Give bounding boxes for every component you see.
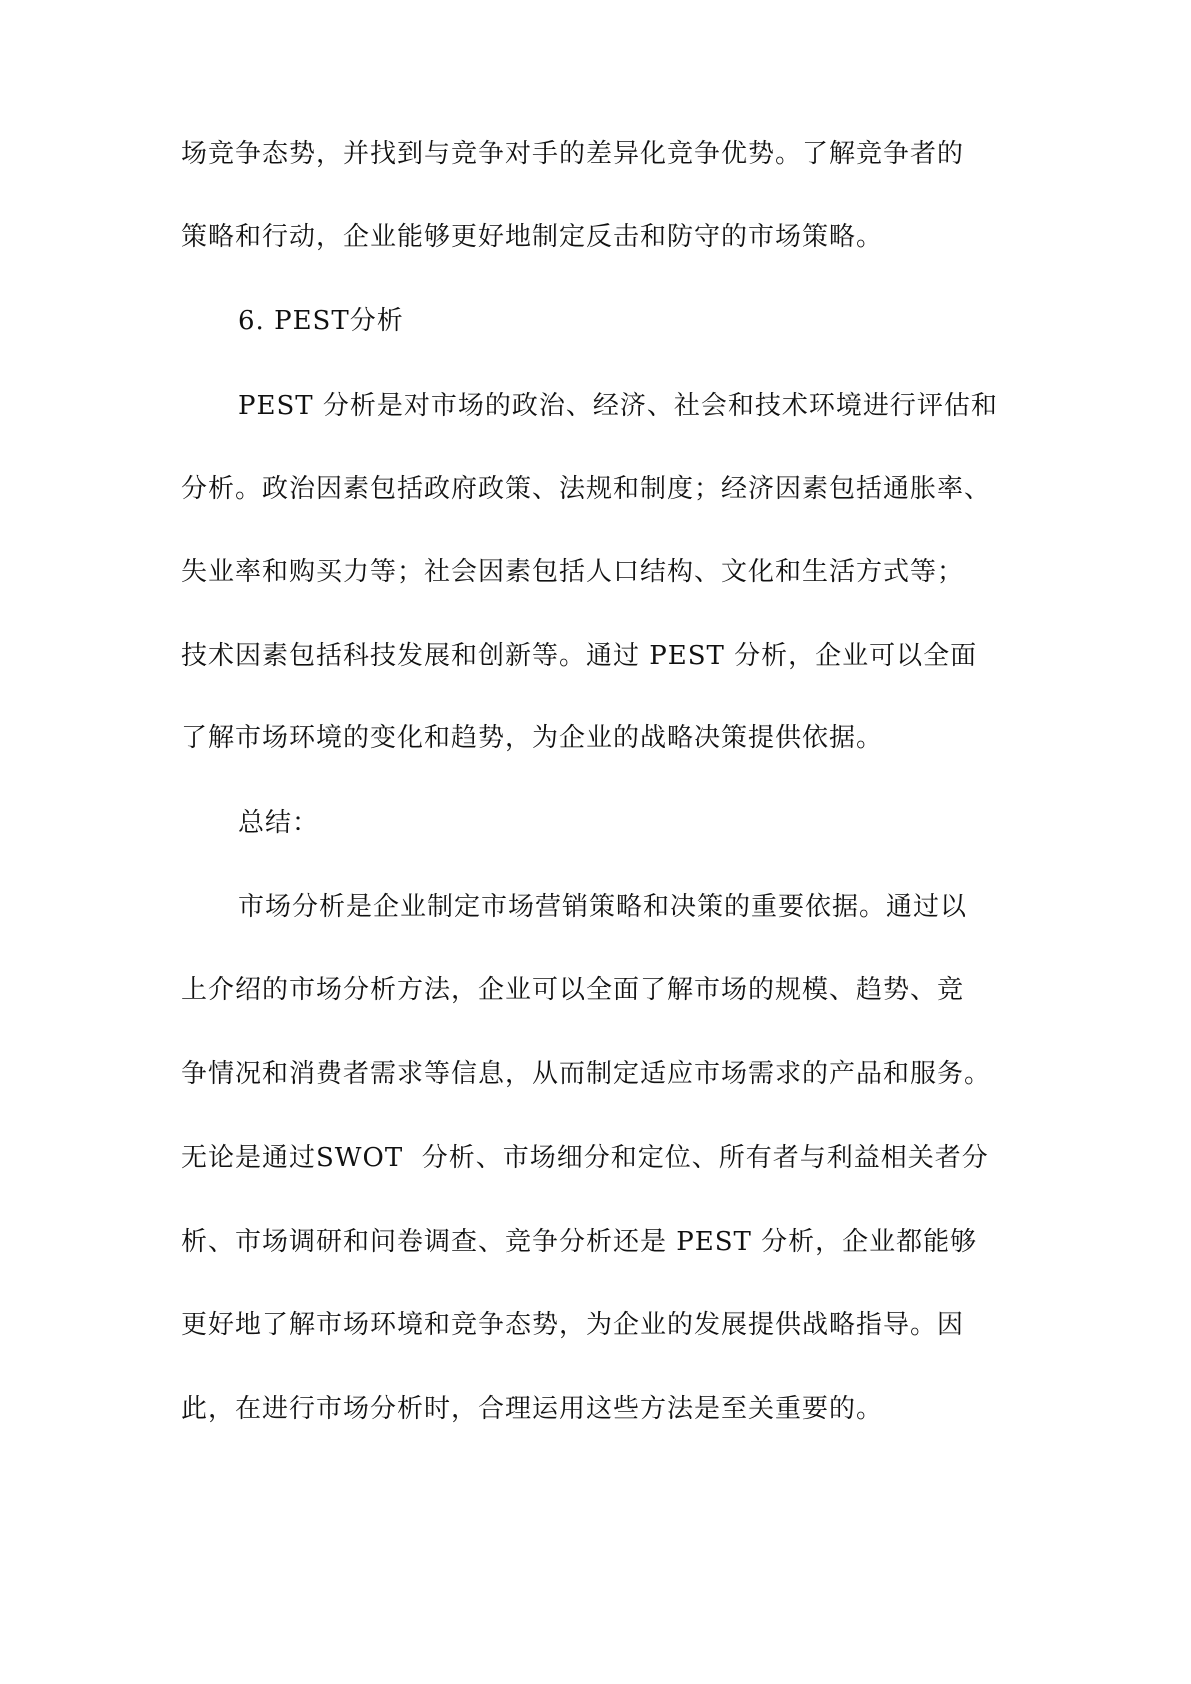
paragraph-line: 市场分析是企业制定市场营销策略和决策的重要依据。通过以	[238, 892, 968, 922]
paragraph-line: 场竞争态势，并找到与竞争对手的差异化竞争优势。了解竞争者的	[181, 139, 965, 169]
paragraph-line: 无论是通过SWOT 分析、市场细分和定位、所有者与利益相关者分	[181, 1143, 989, 1173]
paragraph-line: 技术因素包括科技发展和创新等。通过 PEST 分析，企业可以全面	[181, 641, 978, 671]
paragraph-line: 上介绍的市场分析方法，企业可以全面了解市场的规模、趋势、竞	[181, 975, 965, 1005]
paragraph-line: 争情况和消费者需求等信息，从而制定适应市场需求的产品和服务。	[181, 1059, 992, 1089]
paragraph-line: 此，在进行市场分析时，合理运用这些方法是至关重要的。	[181, 1394, 884, 1424]
paragraph-line: 析、市场调研和问卷调查、竞争分析还是 PEST 分析，企业都能够	[181, 1227, 978, 1257]
section-heading: 6. PEST分析	[238, 306, 404, 336]
paragraph-line: 策略和行动，企业能够更好地制定反击和防守的市场策略。	[181, 222, 884, 252]
summary-heading: 总结：	[238, 808, 320, 838]
paragraph-line: 更好地了解市场环境和竞争态势，为企业的发展提供战略指导。因	[181, 1310, 965, 1340]
paragraph-line: 分析。政治因素包括政府政策、法规和制度；经济因素包括通胀率、	[181, 474, 992, 504]
paragraph-line: PEST 分析是对市场的政治、经济、社会和技术环境进行评估和	[238, 391, 998, 421]
paragraph-line: 了解市场环境的变化和趋势，为企业的战略决策提供依据。	[181, 723, 884, 753]
paragraph-line: 失业率和购买力等；社会因素包括人口结构、文化和生活方式等；	[181, 557, 965, 587]
